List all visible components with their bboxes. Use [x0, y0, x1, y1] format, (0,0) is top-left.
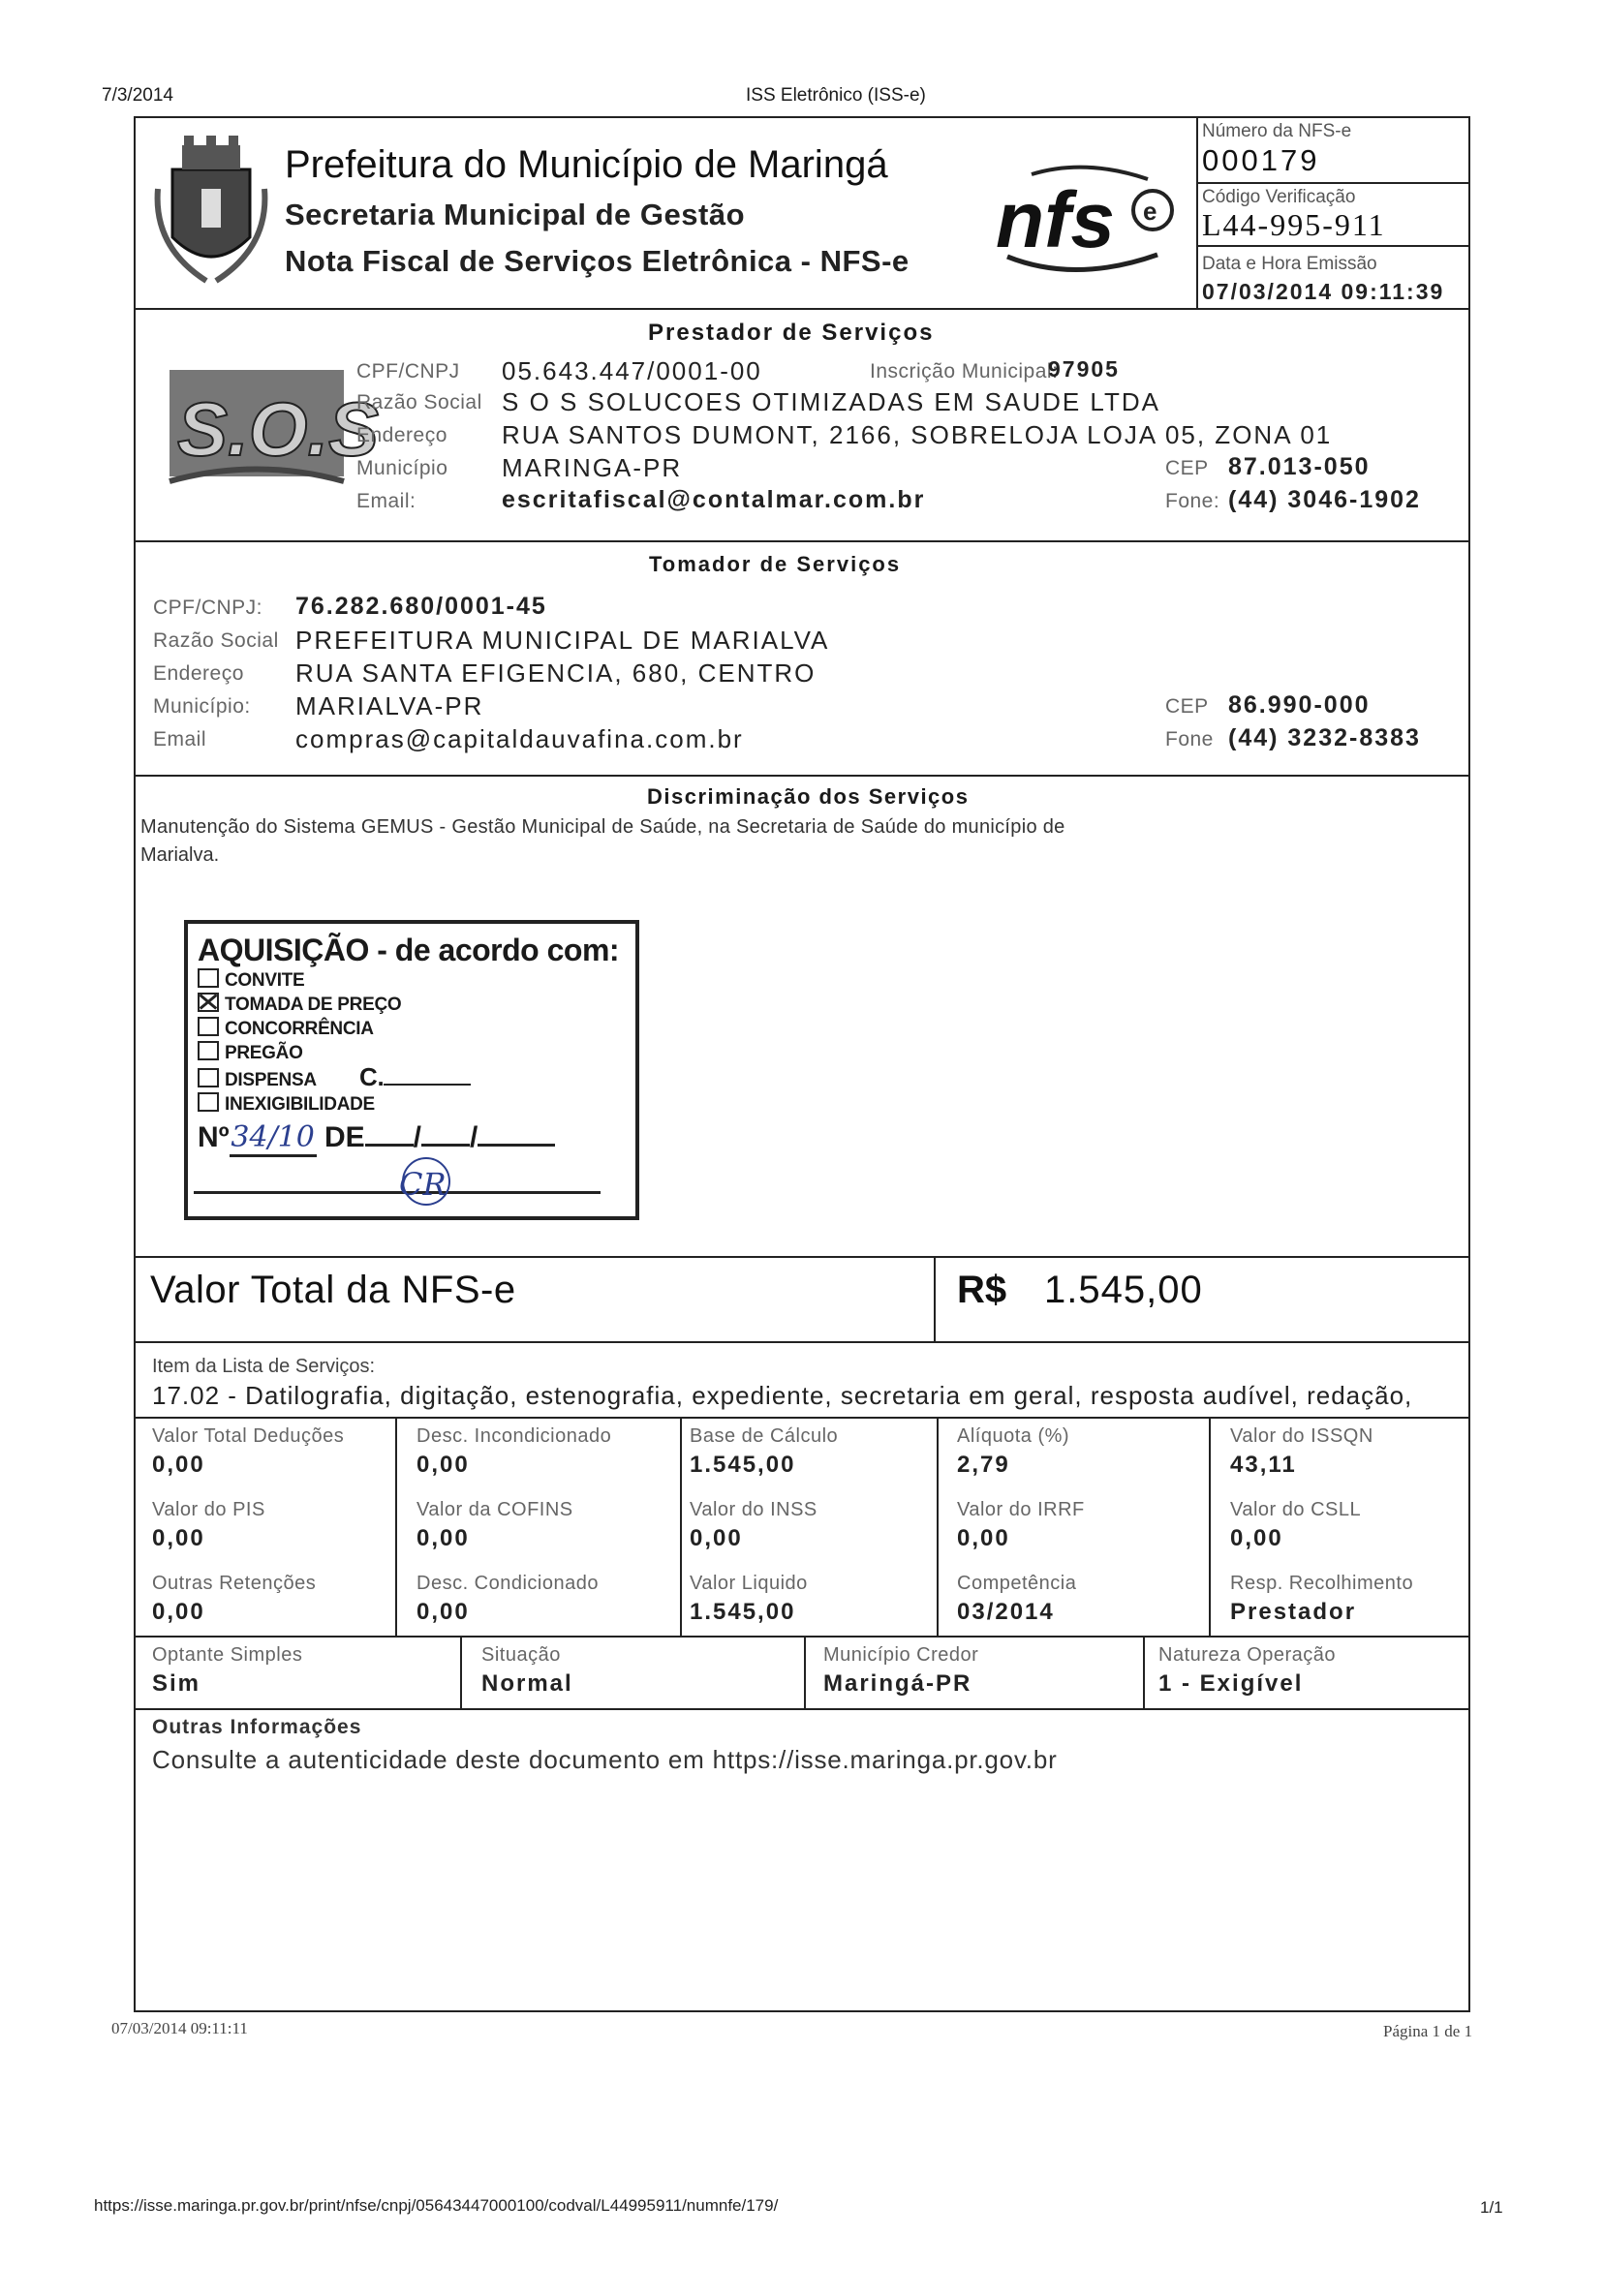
- svg-text:CR: CR: [399, 1166, 447, 1203]
- svg-text:S.O.S: S.O.S: [177, 386, 380, 472]
- valor-csll: Valor do CSLL 0,00: [1230, 1499, 1362, 1551]
- valor-cofins: Valor da COFINS 0,00: [416, 1499, 573, 1551]
- footer-timestamp: 07/03/2014 09:11:11: [111, 2019, 248, 2037]
- secretariat-name: Secretaria Municipal de Gestão: [285, 198, 746, 231]
- prestador-municipio: MARINGA-PR: [502, 453, 683, 482]
- item-lista-value: 17.02 - Datilografia, digitação, estenografia, expediente, secretaria em geral, resposta audível, redação,: [152, 1381, 1413, 1410]
- option-concorrencia: CONCORRÊNCIA: [225, 1019, 374, 1039]
- valor-liquido: Valor Liquido 1.545,00: [690, 1573, 808, 1625]
- numero-label: Número da NFS-e: [1202, 121, 1352, 141]
- situacao: Situação Normal: [481, 1644, 573, 1697]
- prestador-inscricao: 97905: [1048, 356, 1120, 382]
- valor-total-currency: R$: [957, 1269, 1007, 1311]
- desc-incondicionado: Desc. Incondicionado 0,00: [416, 1425, 612, 1478]
- valor-issqn: Valor do ISSQN 43,11: [1230, 1425, 1373, 1478]
- natureza-operacao: Natureza Operação 1 - Exigível: [1158, 1644, 1337, 1697]
- aliquota: Alíquota (%) 2,79: [957, 1425, 1070, 1478]
- valor-inss: Valor do INSS 0,00: [690, 1499, 817, 1551]
- print-title: ISS Eletrônico (ISS-e): [746, 85, 926, 106]
- tomador-razao: PREFEITURA MUNICIPAL DE MARIALVA: [295, 626, 830, 655]
- prestador-title: Prestador de Serviços: [648, 320, 935, 346]
- checkbox-inexigibilidade[interactable]: [198, 1092, 219, 1112]
- tomador-fone: (44) 3232-8383: [1228, 724, 1421, 751]
- tomador-title: Tomador de Serviços: [649, 552, 902, 576]
- competencia: Competência 03/2014: [957, 1573, 1077, 1625]
- tomador-endereco: RUA SANTA EFIGENCIA, 680, CENTRO: [295, 658, 817, 688]
- prestador-fone: (44) 3046-1902: [1228, 486, 1421, 513]
- tomador-email-label: Email: [153, 728, 207, 750]
- prestador-razao-label: Razão Social: [356, 391, 482, 413]
- prestador-municipio-label: Município: [356, 457, 448, 479]
- base-de-calculo: Base de Cálculo 1.545,00: [690, 1425, 839, 1478]
- option-inexigibilidade: INEXIGIBILIDADE: [225, 1094, 375, 1115]
- tomador-email: compras@capitaldauvafina.com.br: [295, 724, 744, 753]
- item-lista-label: Item da Lista de Serviços:: [152, 1356, 376, 1377]
- resp-recolhimento: Resp. Recolhimento Prestador: [1230, 1573, 1414, 1625]
- valor-total-deducoes: Valor Total Deduções 0,00: [152, 1425, 345, 1478]
- checkbox-pregao[interactable]: [198, 1041, 219, 1060]
- document-type: Nota Fiscal de Serviços Eletrônica - NFS-e: [285, 244, 910, 278]
- coat-of-arms-icon: [153, 131, 269, 291]
- stamp-c-label: C.: [359, 1062, 385, 1091]
- print-url[interactable]: https://isse.maringa.pr.gov.br/print/nfse/cnpj/05643447000100/codval/L44995911/numnfe/179/: [94, 2196, 779, 2215]
- option-pregao: PREGÃO: [225, 1043, 303, 1063]
- option-convite: CONVITE: [225, 970, 305, 991]
- tomador-cep: 86.990-000: [1228, 691, 1371, 719]
- valor-total-value: 1.545,00: [1044, 1269, 1203, 1311]
- tomador-razao-label: Razão Social: [153, 629, 279, 652]
- tomador-cep-label: CEP: [1165, 695, 1209, 718]
- stamp-de-label: DE: [324, 1121, 365, 1153]
- stamp-numero-value: 34/10: [230, 1120, 317, 1157]
- stamp-slash2: /: [470, 1121, 478, 1153]
- option-dispensa: DISPENSA: [225, 1070, 317, 1090]
- desc-condicionado: Desc. Condicionado 0,00: [416, 1573, 599, 1625]
- valor-pis: Valor do PIS 0,00: [152, 1499, 265, 1551]
- discriminacao-line2: Marialva.: [140, 844, 220, 866]
- tomador-endereco-label: Endereço: [153, 662, 244, 685]
- prestador-endereco-label: Endereço: [356, 424, 447, 446]
- valor-irrf: Valor do IRRF 0,00: [957, 1499, 1085, 1551]
- valor-total-label: Valor Total da NFS-e: [150, 1269, 516, 1311]
- municipality-name: Prefeitura do Município de Maringá: [285, 143, 888, 186]
- nfs-logo-icon: [978, 160, 1182, 276]
- print-date: 7/3/2014: [102, 85, 173, 106]
- prestador-cpf: 05.643.447/0001-00: [502, 356, 762, 385]
- prestador-email-label: Email:: [356, 490, 416, 512]
- tomador-fone-label: Fone: [1165, 728, 1214, 750]
- outras-info-text: Consulte a autenticidade deste documento em https://isse.maringa.pr.gov.br: [152, 1745, 1058, 1774]
- optante-simples: Optante Simples Sim: [152, 1644, 303, 1697]
- stamp-title: AQUISIÇÃO - de acordo com:: [198, 933, 620, 967]
- footer-page: Página 1 de 1: [1383, 2022, 1473, 2040]
- tomador-municipio: MARIALVA-PR: [295, 691, 484, 720]
- prestador-endereco: RUA SANTOS DUMONT, 2166, SOBRELOJA LOJA 05, ZONA 01: [502, 420, 1333, 449]
- checkbox-dispensa[interactable]: [198, 1068, 219, 1087]
- prestador-cep-label: CEP: [1165, 457, 1209, 479]
- prestador-fone-label: Fone:: [1165, 490, 1220, 512]
- stamp-numero-prefix: Nº: [198, 1121, 230, 1153]
- codigo-verificacao: L44-995-911: [1202, 207, 1386, 242]
- svg-text:e: e: [1143, 197, 1157, 226]
- rubrica-signature: [380, 1152, 461, 1210]
- prestador-email: escritafiscal@contalmar.com.br: [502, 486, 926, 513]
- tomador-cpf: 76.282.680/0001-45: [295, 593, 547, 620]
- prestador-cpf-label: CPF/CNPJ: [356, 360, 460, 383]
- stamp-slash1: /: [413, 1121, 421, 1153]
- discriminacao-title: Discriminação dos Serviços: [647, 784, 970, 809]
- sos-logo-icon: [160, 360, 380, 496]
- outras-retencoes: Outras Retenções 0,00: [152, 1573, 317, 1625]
- prestador-razao: S O S SOLUCOES OTIMIZADAS EM SAUDE LTDA: [502, 387, 1160, 416]
- checkbox-tomada-de-preco[interactable]: [198, 993, 219, 1012]
- svg-text:nfs: nfs: [996, 176, 1115, 264]
- option-tomada-de-preco: TOMADA DE PREÇO: [225, 995, 402, 1015]
- checkbox-concorrencia[interactable]: [198, 1017, 219, 1036]
- prestador-cep: 87.013-050: [1228, 453, 1371, 480]
- discriminacao-line1: Manutenção do Sistema GEMUS - Gestão Municipal de Saúde, na Secretaria de Saúde do município de: [140, 816, 1065, 838]
- tomador-municipio-label: Município:: [153, 695, 251, 718]
- numero-nfse: 000179: [1202, 143, 1320, 177]
- tomador-cpf-label: CPF/CNPJ:: [153, 597, 263, 619]
- municipio-credor: Município Credor Maringá-PR: [823, 1644, 979, 1697]
- data-emissao: 07/03/2014 09:11:39: [1202, 279, 1445, 304]
- outras-info-label: Outras Informações: [152, 1716, 362, 1738]
- prestador-inscricao-label: Inscrição Municipal:: [870, 360, 1059, 383]
- codigo-label: Código Verificação: [1202, 187, 1356, 207]
- print-page-count: 1/1: [1480, 2198, 1503, 2217]
- checkbox-convite[interactable]: [198, 968, 219, 988]
- data-label: Data e Hora Emissão: [1202, 254, 1377, 274]
